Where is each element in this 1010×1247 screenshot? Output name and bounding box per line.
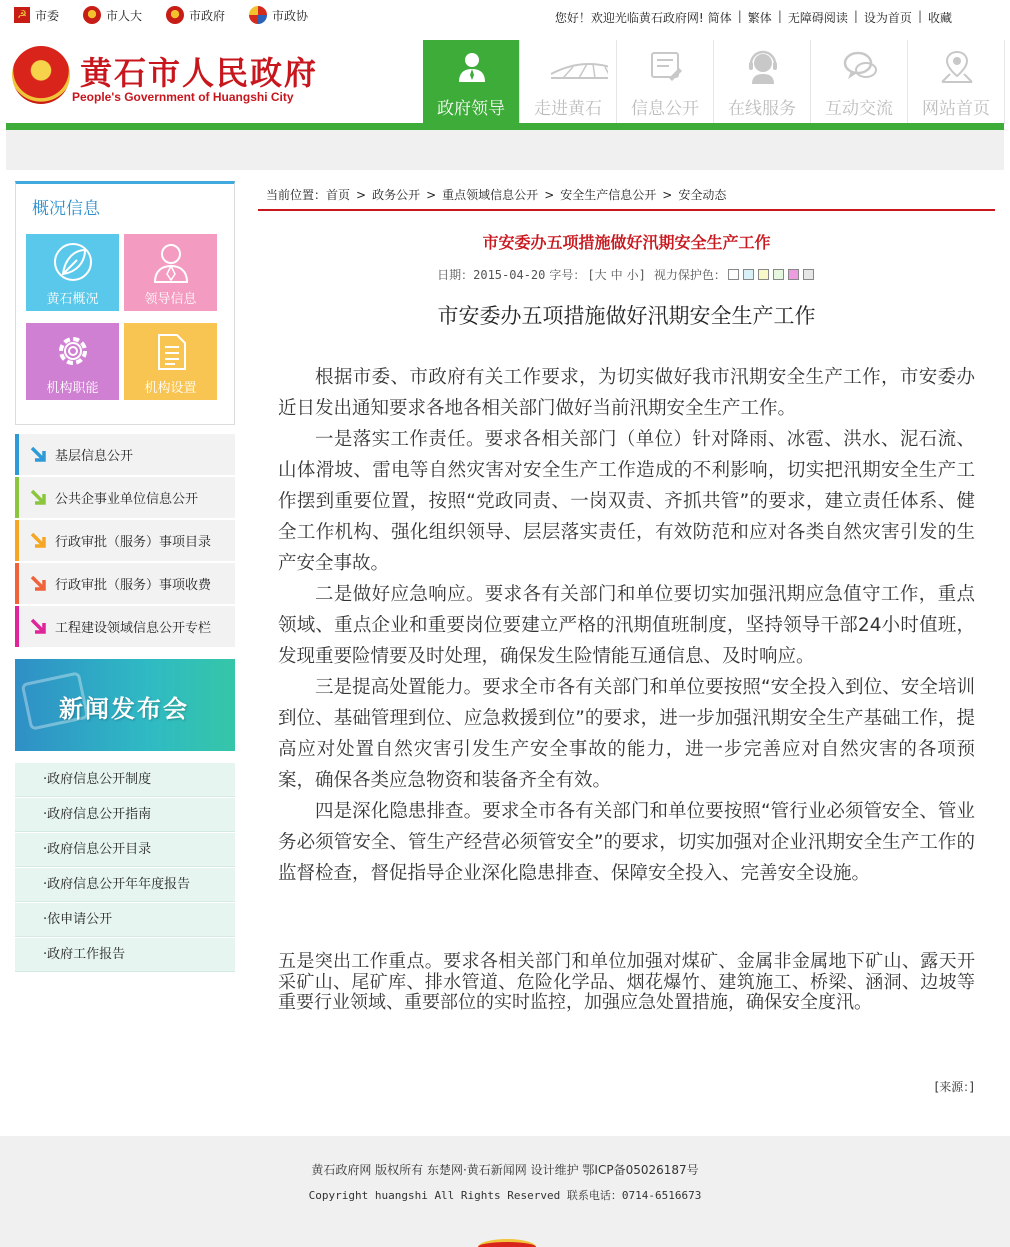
- font-size-medium[interactable]: 中: [610, 268, 623, 282]
- nav-item-homepage[interactable]: [908, 40, 1005, 124]
- press-conference-banner[interactable]: [15, 659, 235, 751]
- link-disclosure-on-request[interactable]: ·依申请公开: [15, 903, 235, 937]
- font-size-label: 字号：: [549, 268, 586, 282]
- link-disclosure-system[interactable]: ·政府信息公开制度: [15, 763, 235, 797]
- top-link-government[interactable]: [166, 6, 225, 24]
- link-label: 政府信息公开制度: [47, 772, 152, 787]
- simplified-chinese-link[interactable]: 简体: [707, 11, 732, 25]
- article-paragraph-tail: 五是突出工作重点。要求各相关部门和单位加强对煤矿、金属非金属地下矿山、露天开采矿山、尾矿库、排水管道、危险化学品、烟花爆竹、建筑施工、桥梁、涵洞、边坡等重要行业领域、重要部位的实时监控，加强应急处置措施，确保安全度汛。: [278, 951, 975, 1013]
- article-paragraph: 四是深化隐患排查。要求全市各有关部门和单位要按照“管行业必须管安全、管业务必须管安全、管生产经营必须管安全”的要求，切实加强对企业汛期安全生产工作的监督检查，督促指导企业深化隐患排查、保障安全投入、完善安全设施。: [278, 801, 975, 884]
- arrow-down-right-icon: [29, 488, 49, 508]
- breadcrumb: [258, 181, 995, 211]
- category-label: 基层信息公开: [55, 449, 134, 464]
- tile-institution-setup[interactable]: [124, 323, 217, 400]
- top-bar: [0, 0, 1010, 34]
- article-paragraph: 二是做好应急响应。要求各有关部门和单位要切实加强汛期应急值守工作，重点领域、重点企业和重要岗位要建立严格的汛期值班制度，坚持领导干部24小时值班，发现重要险情要及时处理，确保发生险情能互通信息、及时响应。: [278, 584, 975, 667]
- article-date: 2015-04-20: [473, 267, 546, 282]
- article-body: [278, 362, 975, 889]
- tile-leader-info[interactable]: [124, 234, 217, 311]
- main-nav: [423, 40, 1005, 124]
- party-flag-icon: ☭: [14, 7, 30, 23]
- eye-color-swatch-yellow[interactable]: [758, 269, 769, 280]
- eye-color-swatch-gray[interactable]: [803, 269, 814, 280]
- tile-label: 黄石概况: [46, 292, 99, 307]
- eye-color-swatch-white[interactable]: [728, 269, 739, 280]
- link-label: 政府信息公开目录: [47, 842, 152, 857]
- category-label: 公共企事业单位信息公开: [55, 492, 199, 507]
- font-size-large[interactable]: [大: [587, 268, 607, 282]
- category-public-enterprise-disclosure[interactable]: [15, 477, 235, 518]
- bridge-icon: [528, 48, 608, 86]
- leaf-icon: [53, 242, 93, 286]
- gear-icon: [53, 331, 93, 375]
- category-approval-fees[interactable]: [15, 563, 235, 604]
- link-work-report[interactable]: ·政府工作报告: [15, 938, 235, 972]
- article-paragraph: 根据市委、市政府有关工作要求，为切实做好我市汛期安全生产工作，市安委办近日发出通知要求各地各相关部门做好当前汛期安全生产工作。: [278, 367, 975, 419]
- national-emblem-icon: [166, 6, 184, 24]
- person-outline-icon: [151, 242, 191, 286]
- document-icon: [151, 331, 191, 375]
- link-disclosure-catalog[interactable]: ·政府信息公开目录: [15, 833, 235, 867]
- location-pin-icon: [938, 48, 976, 86]
- top-link-label: 市政协: [272, 8, 309, 23]
- article-paragraph: 三是提高处置能力。要求全市各有关部门和单位要按照“安全投入到位、安全培训到位、基础管理到位、应急救援到位”的要求，进一步加强汛期安全生产基础工作，提高应对处置自然灾害引发生产安全事故的能力，进一步完善应对自然灾害的各项预案，确保各类应急物资和装备齐全有效。: [278, 677, 975, 791]
- tile-huangshi-overview[interactable]: [26, 234, 119, 311]
- date-label: 日期：: [437, 268, 474, 282]
- divider: |: [917, 9, 922, 23]
- top-link-party[interactable]: [14, 6, 59, 24]
- breadcrumb-separator: >: [544, 188, 555, 202]
- person-icon: [453, 48, 491, 86]
- link-label: 政府工作报告: [47, 947, 126, 962]
- nav-item-about-huangshi[interactable]: [520, 40, 617, 124]
- nav-item-government-leaders[interactable]: [423, 40, 520, 124]
- footer-copyright: 黄石政府网 版权所有 东楚网·黄石新闻网 设计维护 鄂ICP备05026187号: [311, 1163, 699, 1177]
- tile-label: 机构职能: [46, 381, 99, 396]
- top-links: [14, 6, 332, 24]
- breadcrumb-safety-news[interactable]: 安全动态: [678, 188, 727, 202]
- eye-color-swatch-blue[interactable]: [743, 269, 754, 280]
- breadcrumb-government-affairs[interactable]: 政务公开: [372, 188, 421, 202]
- category-color-bar: [15, 606, 19, 647]
- chat-bubbles-icon: [841, 48, 879, 86]
- arrow-down-right-icon: [29, 574, 49, 594]
- set-homepage-link[interactable]: 设为首页: [863, 11, 912, 25]
- header-band: [6, 130, 1004, 170]
- traditional-chinese-link[interactable]: 繁体: [747, 11, 772, 25]
- disclosure-link-list: [15, 763, 235, 973]
- nav-label: 在线服务: [728, 99, 796, 119]
- footer-contact: Copyright huangshi All Rights Reserved 联系电话：0714-6516673: [308, 1189, 702, 1202]
- cppcc-emblem-icon: [249, 6, 267, 24]
- banner-text: 新闻发布会: [59, 695, 189, 723]
- category-color-bar: [15, 520, 19, 561]
- breadcrumb-home[interactable]: 首页: [326, 188, 351, 202]
- breadcrumb-separator: >: [662, 188, 673, 202]
- breadcrumb-safety-production[interactable]: 安全生产信息公开: [560, 188, 657, 202]
- eye-color-swatch-green[interactable]: [773, 269, 784, 280]
- headset-support-icon: [744, 48, 782, 86]
- nav-item-interaction[interactable]: [811, 40, 908, 124]
- category-grassroots-disclosure[interactable]: [15, 434, 235, 475]
- header-divider: [6, 123, 1004, 130]
- category-label: 行政审批（服务）事项收费: [55, 578, 212, 593]
- eye-care-label: 视力保护色：: [653, 268, 726, 282]
- category-color-bar: [15, 563, 19, 604]
- top-right-options: [555, 9, 952, 26]
- article-meta: [258, 266, 995, 283]
- category-color-bar: [15, 477, 19, 518]
- arrow-down-right-icon: [29, 617, 49, 637]
- nav-item-online-services[interactable]: [714, 40, 811, 124]
- tile-label: 机构设置: [144, 381, 197, 396]
- eye-color-swatch-pink[interactable]: [788, 269, 799, 280]
- document-edit-icon: [647, 48, 685, 86]
- footer: [0, 1136, 1010, 1247]
- category-list: [15, 434, 235, 649]
- top-link-cppcc[interactable]: [249, 6, 308, 24]
- site-title: 黄石市人民政府: [80, 54, 319, 92]
- divider: |: [737, 9, 742, 23]
- divider: |: [853, 9, 858, 23]
- site-subtitle: People's Government of Huangshi City: [72, 90, 294, 104]
- accessible-reading-link[interactable]: 无障碍阅读: [787, 11, 848, 25]
- category-color-bar: [15, 434, 19, 475]
- article-source: [来源：]: [934, 1080, 974, 1094]
- divider: |: [777, 9, 782, 23]
- link-annual-report[interactable]: ·政府信息公开年年度报告: [15, 868, 235, 902]
- font-size-small[interactable]: 小]: [626, 268, 646, 282]
- tile-label: 领导信息: [144, 292, 197, 307]
- nav-label: 政府领导: [437, 99, 505, 119]
- overview-title: 概况信息: [32, 199, 100, 219]
- nav-label: 走进黄石: [534, 99, 602, 119]
- national-emblem-icon: [83, 6, 101, 24]
- category-approval-catalog[interactable]: [15, 520, 235, 561]
- nav-label: 互动交流: [825, 99, 893, 119]
- breadcrumb-separator: >: [426, 188, 437, 202]
- top-link-label: 市委: [35, 8, 60, 23]
- breadcrumb-key-areas[interactable]: 重点领域信息公开: [442, 188, 539, 202]
- nav-label: 网站首页: [922, 99, 990, 119]
- national-emblem-icon: [12, 46, 70, 104]
- link-label: 依申请公开: [47, 912, 113, 927]
- top-link-label: 市人大: [106, 8, 143, 23]
- party-emblem-icon: [478, 1239, 536, 1247]
- article-title: 市安委办五项措施做好汛期安全生产工作: [437, 304, 816, 328]
- bookmark-link[interactable]: 收藏: [927, 11, 952, 25]
- article-paragraph: 一是落实工作责任。要求各相关部门（单位）针对降雨、冰雹、洪水、泥石流、山体滑坡、雷电等自然灾害对安全生产工作造成的不利影响，切实把汛期安全生产工作摆到重要位置，按照“党政同责、一岗双责、齐抓共管”的要求，建立责任体系、健全工作机构、强化组织领导、层层落实责任，有效防范和应对各类自然灾害引发的生产安全事故。: [278, 429, 975, 574]
- category-label: 工程建设领域信息公开专栏: [55, 621, 212, 636]
- link-label: 政府信息公开年年度报告: [47, 877, 191, 892]
- overview-panel: [15, 181, 235, 425]
- link-disclosure-guide[interactable]: ·政府信息公开指南: [15, 798, 235, 832]
- site-logo[interactable]: [12, 44, 332, 114]
- category-label: 行政审批（服务）事项目录: [55, 535, 212, 550]
- arrow-down-right-icon: [29, 445, 49, 465]
- tile-institution-functions[interactable]: [26, 323, 119, 400]
- article-header-title: 市安委办五项措施做好汛期安全生产工作: [482, 233, 771, 252]
- welcome-text: 您好！欢迎光临黄石政府网!: [554, 11, 704, 25]
- breadcrumb-prefix: 当前位置：: [266, 188, 327, 202]
- top-link-congress[interactable]: [83, 6, 142, 24]
- nav-item-information-disclosure[interactable]: [617, 40, 714, 124]
- breadcrumb-separator: >: [356, 188, 367, 202]
- arrow-down-right-icon: [29, 531, 49, 551]
- link-label: 政府信息公开指南: [47, 807, 152, 822]
- nav-label: 信息公开: [631, 99, 699, 119]
- category-construction-disclosure[interactable]: [15, 606, 235, 647]
- top-link-label: 市政府: [189, 8, 226, 23]
